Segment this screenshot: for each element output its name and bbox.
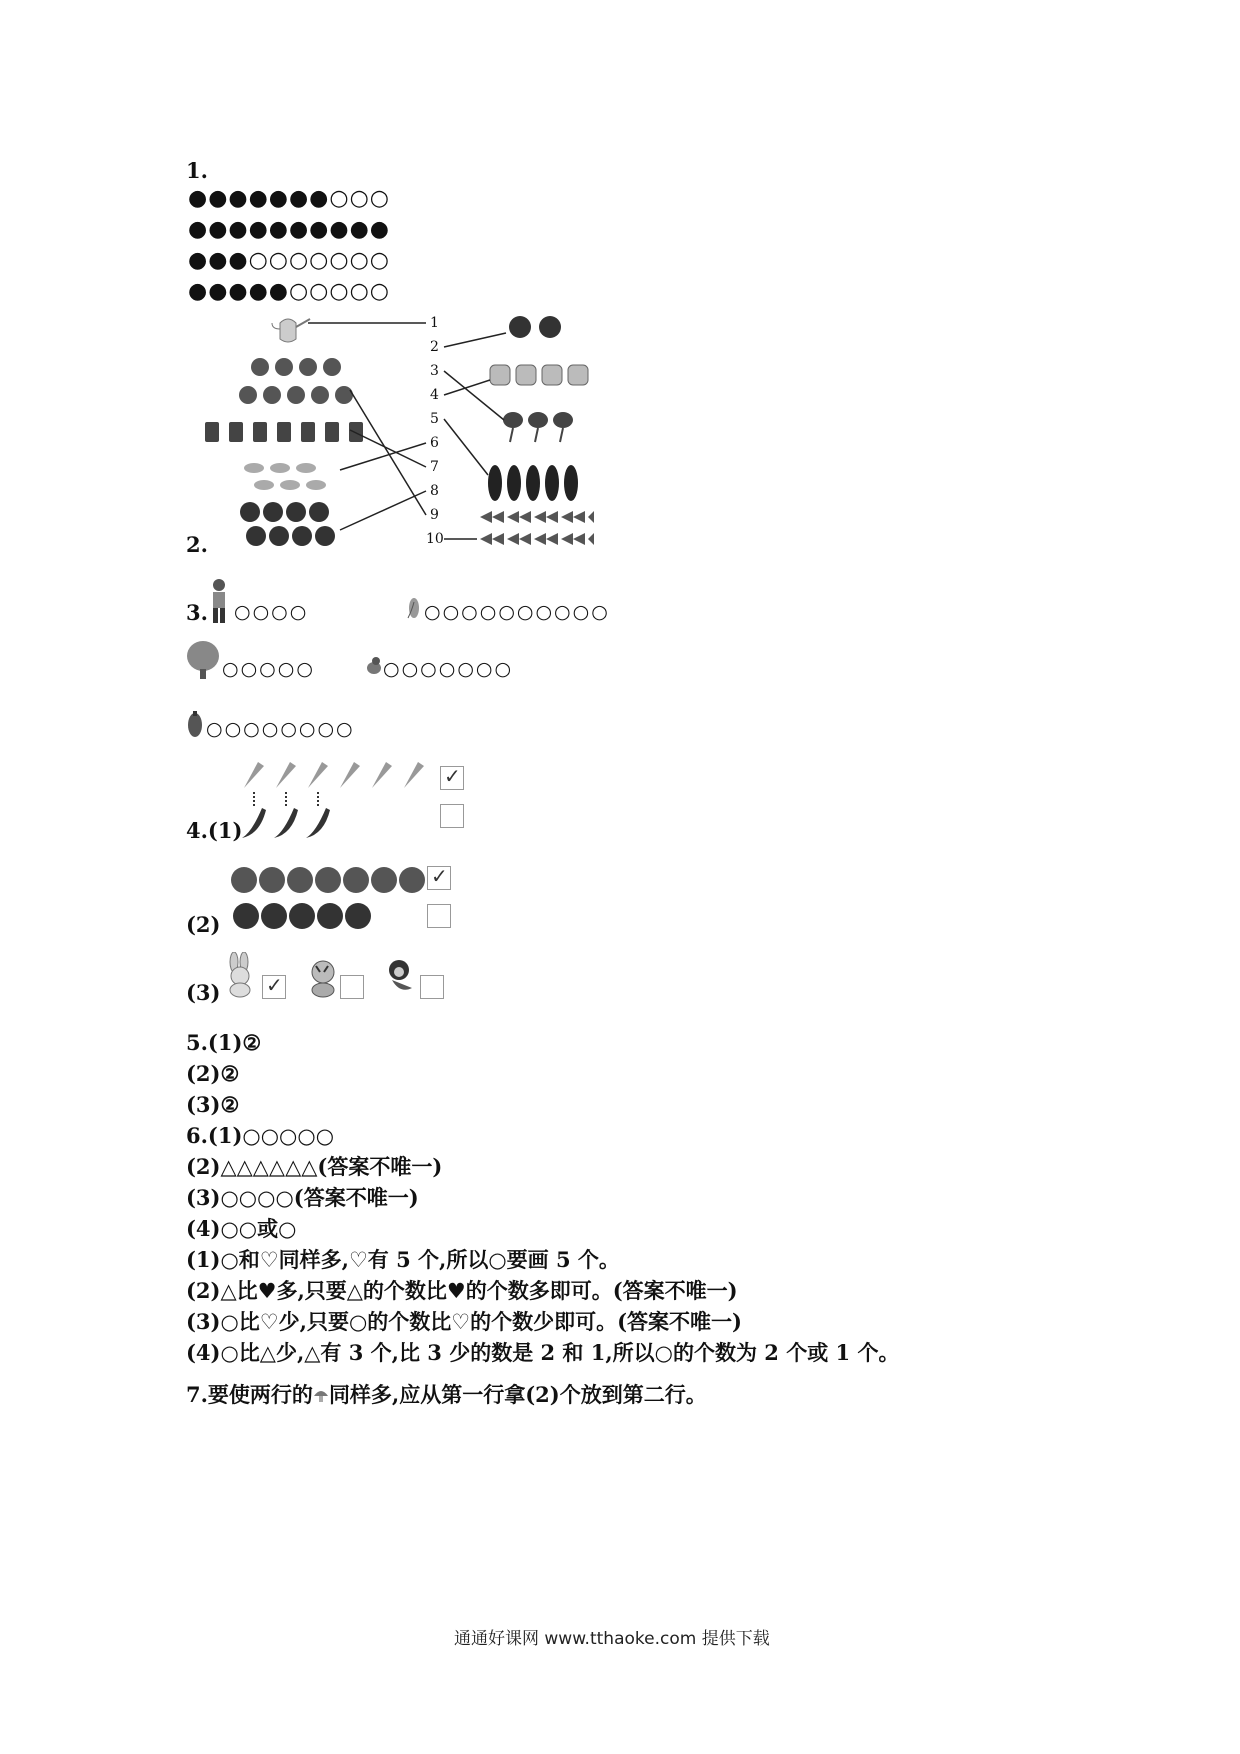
q4-label-1: 4.(1)	[186, 818, 243, 843]
q2-number: 5	[430, 411, 439, 427]
q2-number: 4	[430, 387, 439, 403]
tiger-icon	[306, 958, 342, 998]
cup-icon	[205, 422, 363, 442]
q2-number: 1	[430, 315, 439, 331]
rabbit-icon	[222, 952, 262, 998]
q4-3-tiger-box-empty[interactable]	[340, 975, 364, 999]
check-icon: ✓	[431, 864, 448, 888]
check-icon: ✓	[266, 973, 283, 997]
q4-2-figure	[230, 862, 430, 934]
q2-number: 10	[426, 531, 444, 547]
q3-circles-bird: ○○○○○○○	[383, 658, 514, 680]
q6-line-7: (3)○比♡少,只要○的个数比♡的个数少即可。(答案不唯一)	[186, 1309, 742, 1334]
q6-line-4: (4)○○或○	[186, 1216, 297, 1241]
bird-icon	[364, 656, 384, 678]
q4-2-answer-box-checked[interactable]	[427, 866, 451, 890]
carrot-icon	[244, 762, 424, 788]
q4-label-3: (3)	[186, 980, 221, 1005]
q6-line-5: (1)○和♡同样多,♡有 5 个,所以○要画 5 个。	[186, 1247, 620, 1272]
q4-1-answer-box-checked[interactable]	[440, 766, 464, 790]
butterfly-icon	[480, 511, 594, 545]
q6-line-6: (2)△比♥多,只要△的个数比♥的个数多即可。(答案不唯一)	[186, 1278, 738, 1303]
q4-1-dotted-links	[254, 792, 318, 806]
q2-number: 8	[430, 483, 439, 499]
q2-label: 2.	[186, 532, 208, 557]
page-footer: 通通好课网 www.tthaoke.com 提供下载	[454, 1629, 770, 1649]
q6-line-8: (4)○比△少,△有 3 个,比 3 少的数是 2 和 1,所以○的个数为 2 个或 1 个。	[186, 1340, 900, 1365]
mushroom-icon	[313, 1387, 329, 1403]
q3-circles-pinecone: ○○○○○○○○	[206, 718, 355, 740]
q3-circles-boy: ○○○○	[234, 601, 309, 623]
q2-number: 7	[430, 459, 439, 475]
q3-circles-tree: ○○○○○	[222, 658, 315, 680]
q4-2-answer-box-empty[interactable]	[427, 904, 451, 928]
q6-line-2: (2)△△△△△△(答案不唯一)	[186, 1154, 443, 1179]
q4-label-2: (2)	[186, 912, 221, 937]
q6-line-3: (3)○○○○(答案不唯一)	[186, 1185, 419, 1210]
q4-1-answer-box-empty[interactable]	[440, 804, 464, 828]
boy-icon	[208, 578, 230, 624]
monkey-icon	[384, 958, 420, 998]
q2-number: 3	[430, 363, 439, 379]
q2-number-column	[426, 315, 444, 547]
q1-row-1: ●●●●●●●○○○	[188, 186, 390, 211]
pinecone-icon	[186, 710, 204, 738]
q1-row-3: ●●●○○○○○○○	[188, 248, 390, 273]
strawberry-icon	[239, 358, 353, 404]
check-icon: ✓	[444, 764, 461, 788]
q1-row-4: ●●●●●○○○○○	[188, 279, 390, 304]
q2-number: 9	[430, 507, 439, 523]
q3-circles-corn: ○○○○○○○○○○	[424, 601, 610, 623]
q7-line	[186, 1384, 707, 1405]
q7-text-after: 同样多,应从第一行拿(2)个放到第二行。	[328, 1382, 707, 1407]
cat-icon	[490, 365, 588, 385]
fish-icon	[244, 463, 326, 490]
tree-icon	[186, 640, 220, 680]
q1-row-2: ●●●●●●●●●●	[188, 217, 390, 242]
q6-line-1: 6.(1)○○○○○	[186, 1123, 335, 1148]
chili-pepper-icon	[242, 808, 330, 838]
ostrich-icon	[503, 412, 573, 442]
q7-text-before: 7.要使两行的	[186, 1382, 313, 1407]
corn-icon	[406, 596, 422, 620]
penguin-icon	[488, 465, 578, 501]
apple-icon	[240, 502, 335, 546]
q2-matching-figure	[190, 305, 630, 555]
q5-line-3: (3)②	[186, 1092, 240, 1117]
q3-label: 3.	[186, 600, 208, 625]
monkey-icon	[509, 316, 561, 338]
q2-number: 6	[430, 435, 439, 451]
q4-3-rabbit-box-checked[interactable]	[262, 975, 286, 999]
q5-line-2: (2)②	[186, 1061, 240, 1086]
apple-icon	[233, 903, 371, 929]
q5-line-1: 5.(1)②	[186, 1030, 262, 1055]
q4-3-monkey-box-empty[interactable]	[420, 975, 444, 999]
watering-can-icon	[272, 319, 310, 342]
q1-label: 1.	[186, 158, 208, 183]
q2-number: 2	[430, 339, 439, 355]
q4-1-figure	[240, 760, 440, 840]
strawberry-icon	[231, 867, 425, 893]
